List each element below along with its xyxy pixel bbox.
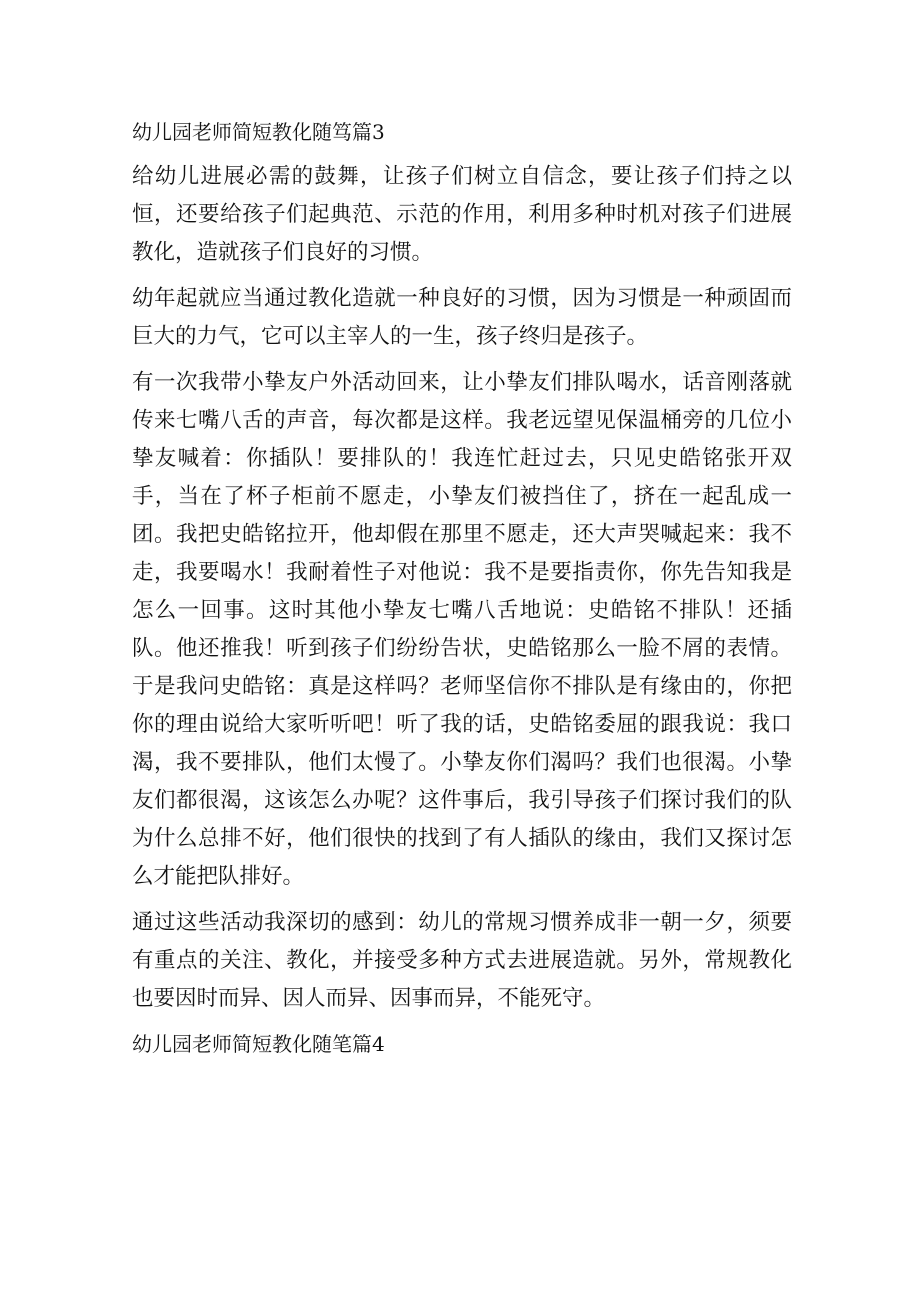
document-body (132, 114, 792, 1070)
paragraph-3: 有一次我带小挚友户外活动回来，让小挚友们排队喝水，话音刚落就传来七嘴八舌的声音，每次都是这样。我老远望见保温桶旁的几位小挚友喊着：你插队！要排队的！我连忙赶过去，只见史皓铭张开双手，当在了杯子柜前不愿走，小挚友们被挡住了，挤在一起乱成一团。我把史皓铭拉开，他却假在那里不愿走，还大声哭喊起来：我不走，我要喝水！我耐着性子对他说：我不是要指责你，你先告知我是怎么一回事。这时其他小挚友七嘴八舌地说：史皓铭不排队！还插队。他还推我！听到孩子们纷纷告状，史皓铭那么一脸不屑的表情。于是我问史皓铭：真是这样吗？老师坚信你不排队是有缘由的，你把你的理由说给大家听听吧！听了我的话，史皓铭委屈的跟我说：我口渴，我不要排队，他们太慢了。小挚友你们渴吗？我们也很渴。小挚友们都很渴，这该怎么办呢？这件事后，我引导孩子们探讨我们的队为什么总排不好，他们很快的找到了有人插队的缘由，我们又探讨怎么才能把队排好。 (132, 370, 792, 889)
paragraph-2: 幼年起就应当通过教化造就一种良好的习惯，因为习惯是一种顽固而巨大的力气，它可以主宰人的一生，孩子终归是孩子。 (132, 286, 792, 349)
paragraph-1: 给幼儿进展必需的鼓舞，让孩子们树立自信念，要让孩子们持之以恒，还要给孩子们起典范、示范的作用，利用多种时机对孩子们进展教化，造就孩子们良好的习惯。 (132, 164, 792, 265)
paragraph-4: 通过这些活动我深切的感到：幼儿的常规习惯养成非一朝一夕，须要有重点的关注、教化，并接受多种方式去进展造就。另外，常规教化也要因时而异、因人而异、因事而异，不能死守。 (132, 910, 792, 1011)
section-heading-3: 幼儿园老师简短教化随笃篇3 (132, 120, 385, 144)
section-heading-4: 幼儿园老师简短教化随笔篇4 (132, 1032, 385, 1056)
